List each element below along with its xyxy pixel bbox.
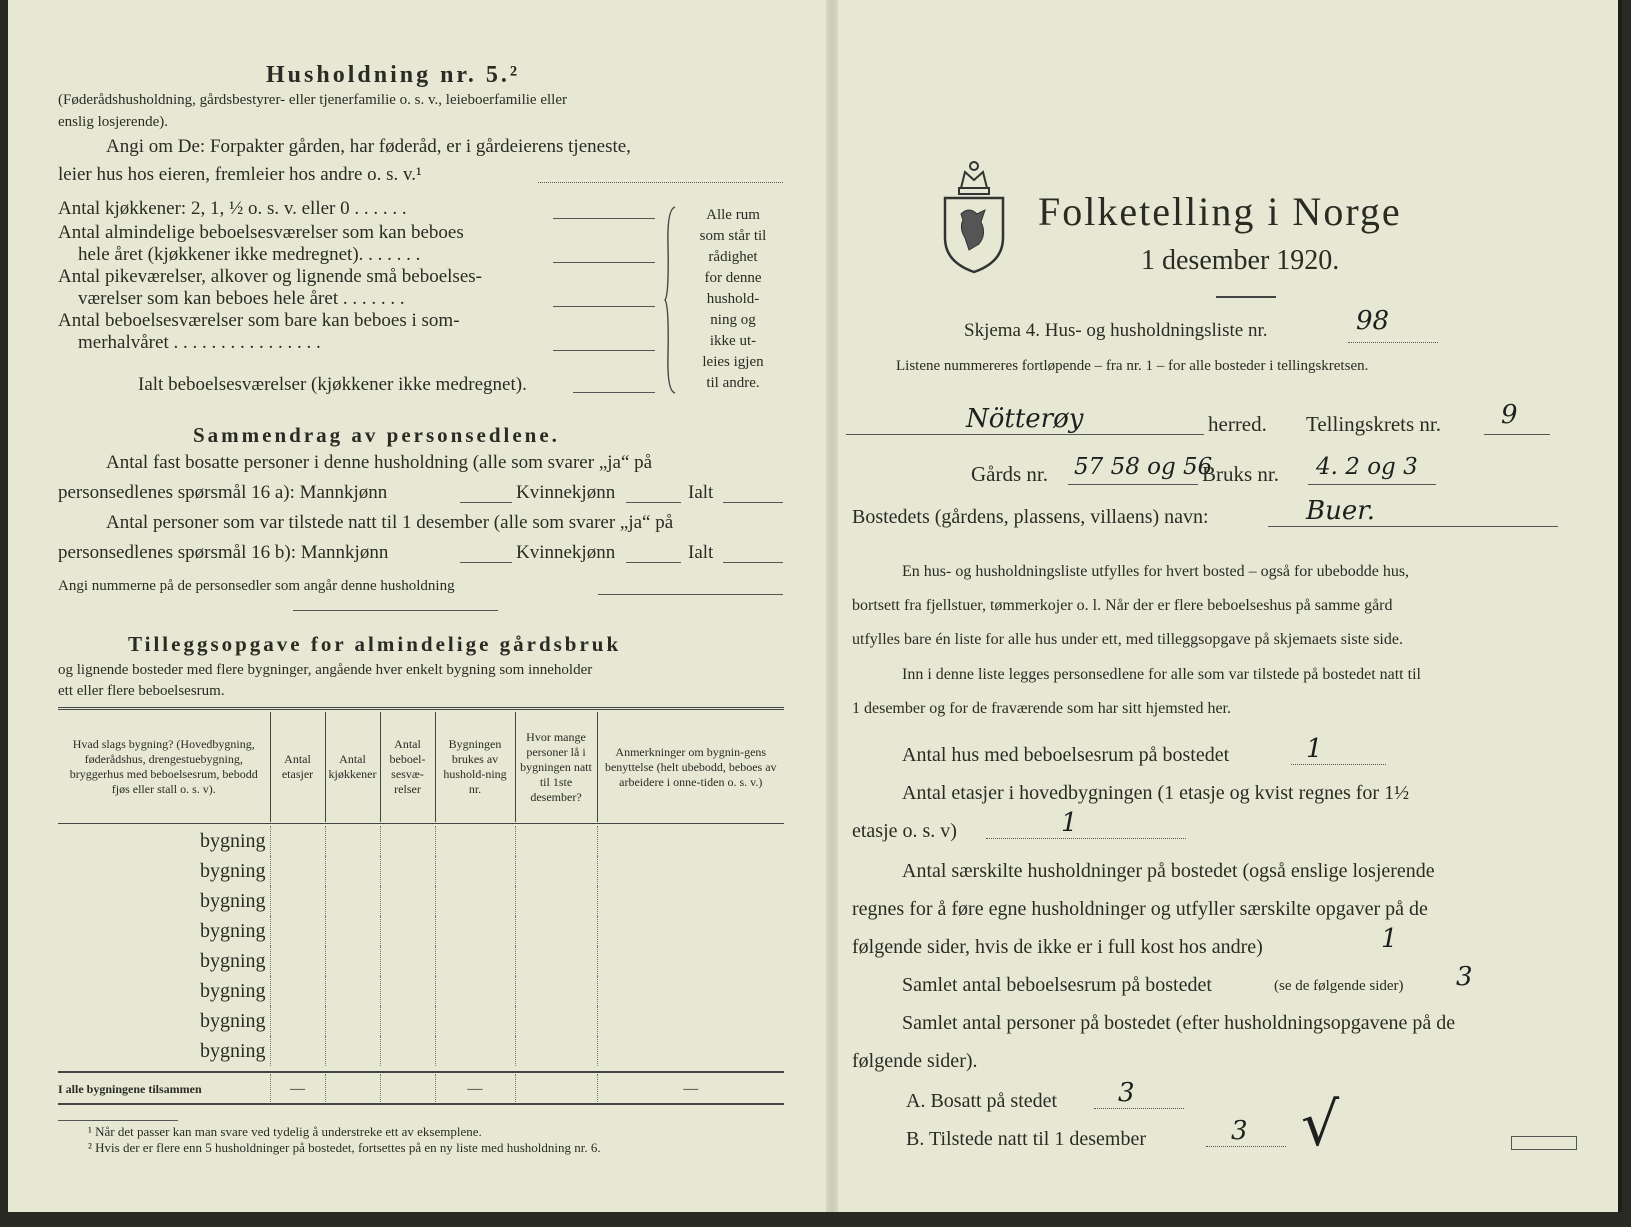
district-line	[1484, 434, 1550, 435]
households-label-3: følgende sider, hvis de ikke er i full kost hos andre)	[852, 936, 1263, 958]
municipality-line	[846, 434, 1204, 435]
total-rooms-answer-line	[573, 392, 655, 393]
col-rooms	[380, 712, 435, 822]
building-rows	[58, 826, 784, 1066]
total-persons-label-2: følgende sider).	[852, 1050, 978, 1072]
small-rooms-answer-line	[553, 306, 655, 307]
houses-count-label: Antal hus med beboelsesrum på bostedet	[902, 744, 1230, 766]
instructions-1b: bortsett fra fjellstuer, tømmerkojer o. l. Når der er flere beboelseshus på samme gård	[852, 597, 1393, 614]
brace-line: rådighet	[708, 249, 758, 265]
female-resident-line	[626, 502, 681, 503]
female-label-2: Kvinnekjønn	[516, 542, 616, 563]
use-number-value: 4. 2 og 3	[1316, 454, 1418, 480]
schema-number: 98	[1356, 306, 1390, 336]
total-rooms-value: 3	[1456, 962, 1473, 992]
question-summer-rooms-1: Antal beboelsesværelser som bare kan beboes i som-	[58, 310, 460, 331]
floors-line	[986, 838, 1186, 839]
table-row	[58, 916, 784, 946]
row-label: bygning	[199, 919, 266, 942]
summary-line-2b: personsedlenes spørsmål 16 b): Mannkjønn	[58, 542, 389, 563]
brace-line: som står til	[699, 228, 767, 244]
houses-count-line	[1291, 764, 1386, 765]
total-floors: —	[270, 1074, 325, 1104]
summary-line-2a: Antal personer som var tilstede natt til 1 desember (alle som svarer „ja“ på	[106, 512, 674, 533]
table-top-rule	[58, 707, 784, 710]
col-remarks-label: Anmerkninger om bygnin-gens benyttelse (helt ubebodd, beboes av arbeidere i onne-tiden o. s. v.)	[604, 744, 777, 789]
extra-line-2: ett eller flere beboelsesrum.	[58, 683, 225, 699]
total-label: I alle bygningene tilsammen	[58, 1081, 202, 1096]
extra-line-1: og lignende bosteder med flere bygninger, angående hver enkelt bygning som inneholder	[58, 662, 593, 678]
question-total-rooms: Ialt beboelsesværelser (kjøkkener ikke medregnet).	[138, 374, 527, 395]
question-rooms-2: hele året (kjøkkener ikke medregnet). . . . . . .	[78, 244, 421, 265]
female-present-line	[626, 562, 681, 563]
use-number-label: Bruks nr.	[1202, 462, 1280, 486]
row-label: bygning	[199, 889, 266, 912]
households-value: 1	[1381, 924, 1398, 954]
rooms-answer-line	[553, 262, 655, 263]
question-small-rooms-1: Antal pikeværelser, alkover og lignende små beboelses-	[58, 266, 482, 287]
present-value: 3	[1231, 1116, 1248, 1146]
table-row	[58, 886, 784, 916]
female-label-1: Kvinnekjønn	[516, 482, 616, 503]
municipality-value: Nötterøy	[966, 404, 1084, 434]
table-row	[58, 946, 784, 976]
question-tenure-2: leier hus hos eieren, fremleier hos andre o. s. v.¹	[58, 164, 422, 185]
floors-value: 1	[1061, 808, 1078, 838]
row-label: bygning	[199, 1009, 266, 1032]
building-table	[58, 712, 784, 822]
brace-line: hushold-	[706, 291, 760, 307]
table-end-rule	[58, 1103, 784, 1105]
row-label: bygning	[199, 829, 266, 852]
total-kitchens	[325, 1074, 380, 1104]
instructions-1a: En hus- og husholdningsliste utfylles for hvert bosted – også for ubebodde hus,	[902, 563, 1410, 580]
question-summer-rooms-2: merhalvåret . . . . . . . . . . . . . . . .	[78, 332, 321, 353]
brace-line: for denne	[704, 270, 762, 286]
farm-number-line	[1068, 484, 1198, 485]
printer-stamp	[1511, 1136, 1577, 1150]
total-remarks: —	[597, 1074, 784, 1104]
col-persons	[515, 712, 597, 822]
row-label: bygning	[199, 1039, 266, 1062]
district-label: Tellingskrets nr.	[1306, 412, 1442, 436]
floors-label-1: Antal etasjer i hovedbygningen (1 etasje og kvist regnes for 1½	[902, 782, 1410, 804]
title-divider	[1216, 296, 1276, 298]
col-household-label: Bygningen brukes av hushold-ning nr.	[443, 737, 507, 796]
left-page	[8, 0, 828, 1212]
col-building-type	[58, 712, 270, 822]
table-row	[58, 856, 784, 886]
total-persons-label-1: Samlet antal personer på bostedet (efter husholdningsopgavene på de	[902, 1012, 1456, 1034]
resident-line	[1094, 1108, 1184, 1109]
table-row	[58, 826, 784, 856]
brace-note	[688, 205, 778, 394]
total-rooms-note: (se de følgende sider)	[1274, 978, 1404, 994]
table-total-rule	[58, 1071, 784, 1073]
place-name-label: Bostedets (gårdens, plassens, villaens) navn:	[852, 506, 1209, 528]
table-header-row	[58, 712, 784, 822]
table-row	[58, 1036, 784, 1066]
municipality-label: herred.	[1208, 412, 1267, 436]
brace-glyph	[663, 205, 679, 395]
extra-title: Tilleggsopgave for almindelige gårdsbruk	[128, 632, 622, 656]
census-title: Folketelling i Norge	[1038, 189, 1402, 234]
tenure-answer-line	[538, 182, 783, 183]
numbers-answer-line	[598, 594, 783, 595]
present-line	[1206, 1146, 1286, 1147]
census-sheet	[8, 0, 1622, 1212]
brace-line: Alle rum	[706, 207, 760, 223]
households-label-1: Antal særskilte husholdninger på bostedet (også enslige losjerende	[902, 860, 1435, 882]
household-subtitle-1: (Føderådshusholdning, gårdsbestyrer- eller tjenerfamilie o. s. v., leieboerfamilie eller	[58, 92, 567, 108]
col-kitchens-label: Antal kjøkkener	[328, 752, 377, 781]
row-label: bygning	[199, 979, 266, 1002]
coat-of-arms-icon	[941, 158, 1007, 276]
col-persons-label: Hvor mange personer lå i bygningen natt til 1ste desember?	[520, 729, 592, 804]
farm-number-label: Gårds nr.	[971, 462, 1048, 486]
table-row	[58, 1006, 784, 1036]
question-small-rooms-2: værelser som kan beboes hele året . . . . . . .	[78, 288, 405, 309]
summary-line-1a: Antal fast bosatte personer i denne husholdning (alle som svarer „ja“ på	[106, 452, 653, 473]
table-total-row	[58, 1074, 784, 1104]
col-kitchens	[325, 712, 380, 822]
question-tenure-1: Angi om De: Forpakter gården, har føderåd, er i gårdeierens tjeneste,	[106, 136, 631, 157]
houses-count-value: 1	[1306, 734, 1323, 764]
household-title: Husholdning nr. 5.²	[266, 62, 521, 88]
use-number-line	[1308, 484, 1436, 485]
household-subtitle-2: enslig losjerende).	[58, 114, 168, 130]
section-divider	[293, 610, 498, 611]
farm-number-value: 57 58 og 56	[1074, 454, 1213, 480]
district-number: 9	[1501, 400, 1518, 430]
col-household	[435, 712, 515, 822]
brace-line: ning og	[710, 312, 756, 328]
total-row	[58, 1074, 784, 1104]
resident-label: A. Bosatt på stedet	[906, 1090, 1058, 1112]
table-row	[58, 976, 784, 1006]
numbering-note: Listene nummereres fortløpende – fra nr. 1 – for alle bosteder i tellingskretsen.	[896, 358, 1369, 374]
male-present-line	[460, 562, 512, 563]
brace-line: ikke ut-	[709, 333, 757, 349]
col-remarks	[597, 712, 784, 822]
brace-line: til andre.	[706, 375, 760, 391]
instructions-2b: 1 desember og for de fraværende som har sitt hjemsted her.	[852, 700, 1231, 717]
row-label: bygning	[199, 949, 266, 972]
question-kitchens: Antal kjøkkener: 2, 1, ½ o. s. v. eller 0 . . . . . .	[58, 198, 407, 219]
total-rooms-label: Samlet antal beboelsesrum på bostedet	[902, 974, 1212, 996]
right-page	[836, 0, 1622, 1212]
col-floors	[270, 712, 325, 822]
total-rooms	[380, 1074, 435, 1104]
floors-label-2: etasje o. s. v)	[852, 820, 957, 842]
summary-title: Sammendrag av personsedlene.	[193, 423, 560, 447]
total-label-2: Ialt	[688, 542, 714, 563]
census-date: 1 desember 1920.	[1141, 245, 1340, 276]
instructions-1c: utfylles bare én liste for alle hus under ett, med tilleggsopgave på skjemaets siste side.	[852, 631, 1403, 648]
question-rooms-1: Antal almindelige beboelsesværelser som kan beboes	[58, 222, 464, 243]
total-persons	[515, 1074, 597, 1104]
total-present-line	[723, 562, 783, 563]
col-building-type-label: Hvad slags bygning? (Hovedbygning, føderådshus, drengestuebygning, bryggerhus med beboelsesrum, bebodd fjøs eller stall o. s. v).	[69, 737, 258, 796]
summary-line-1b: personsedlenes spørsmål 16 a): Mannkjønn	[58, 482, 388, 503]
summer-rooms-answer-line	[553, 350, 655, 351]
place-name-line	[1268, 526, 1558, 527]
col-rooms-label: Antal beboel-sesvæ-relser	[389, 737, 426, 796]
check-mark: √	[1301, 1090, 1340, 1160]
total-label-1: Ialt	[688, 482, 714, 503]
present-label: B. Tilstede natt til 1 desember	[906, 1128, 1146, 1150]
footnote-1: ¹ Når det passer kan man svare ved tydelig å understreke ett av eksemplene.	[88, 1124, 482, 1139]
households-label-2: regnes for å føre egne husholdninger og utfyller særskilte opgaver på de	[852, 898, 1428, 920]
footnote-2: ² Hvis der er flere enn 5 husholdninger på bostedet, fortsettes på en ny liste med husholdning nr. 6.	[88, 1140, 601, 1155]
row-label: bygning	[199, 859, 266, 882]
instructions-2a: Inn i denne liste legges personsedlene for alle som var tilstede på bostedet natt til	[902, 666, 1421, 683]
resident-value: 3	[1118, 1078, 1135, 1108]
schema-number-line	[1348, 342, 1438, 343]
male-resident-line	[460, 502, 512, 503]
summary-line-3: Angi nummerne på de personsedler som angår denne husholdning	[58, 578, 455, 594]
total-household: —	[435, 1074, 515, 1104]
footnote-rule	[58, 1120, 178, 1121]
col-floors-label: Antal etasjer	[281, 752, 314, 781]
schema-label: Skjema 4. Hus- og husholdningsliste nr.	[964, 320, 1268, 341]
kitchens-answer-line	[553, 218, 655, 219]
brace-line: leies igjen	[702, 354, 764, 370]
table-header-rule	[58, 823, 784, 824]
total-resident-line	[723, 502, 783, 503]
place-name-value: Buer.	[1306, 496, 1376, 526]
